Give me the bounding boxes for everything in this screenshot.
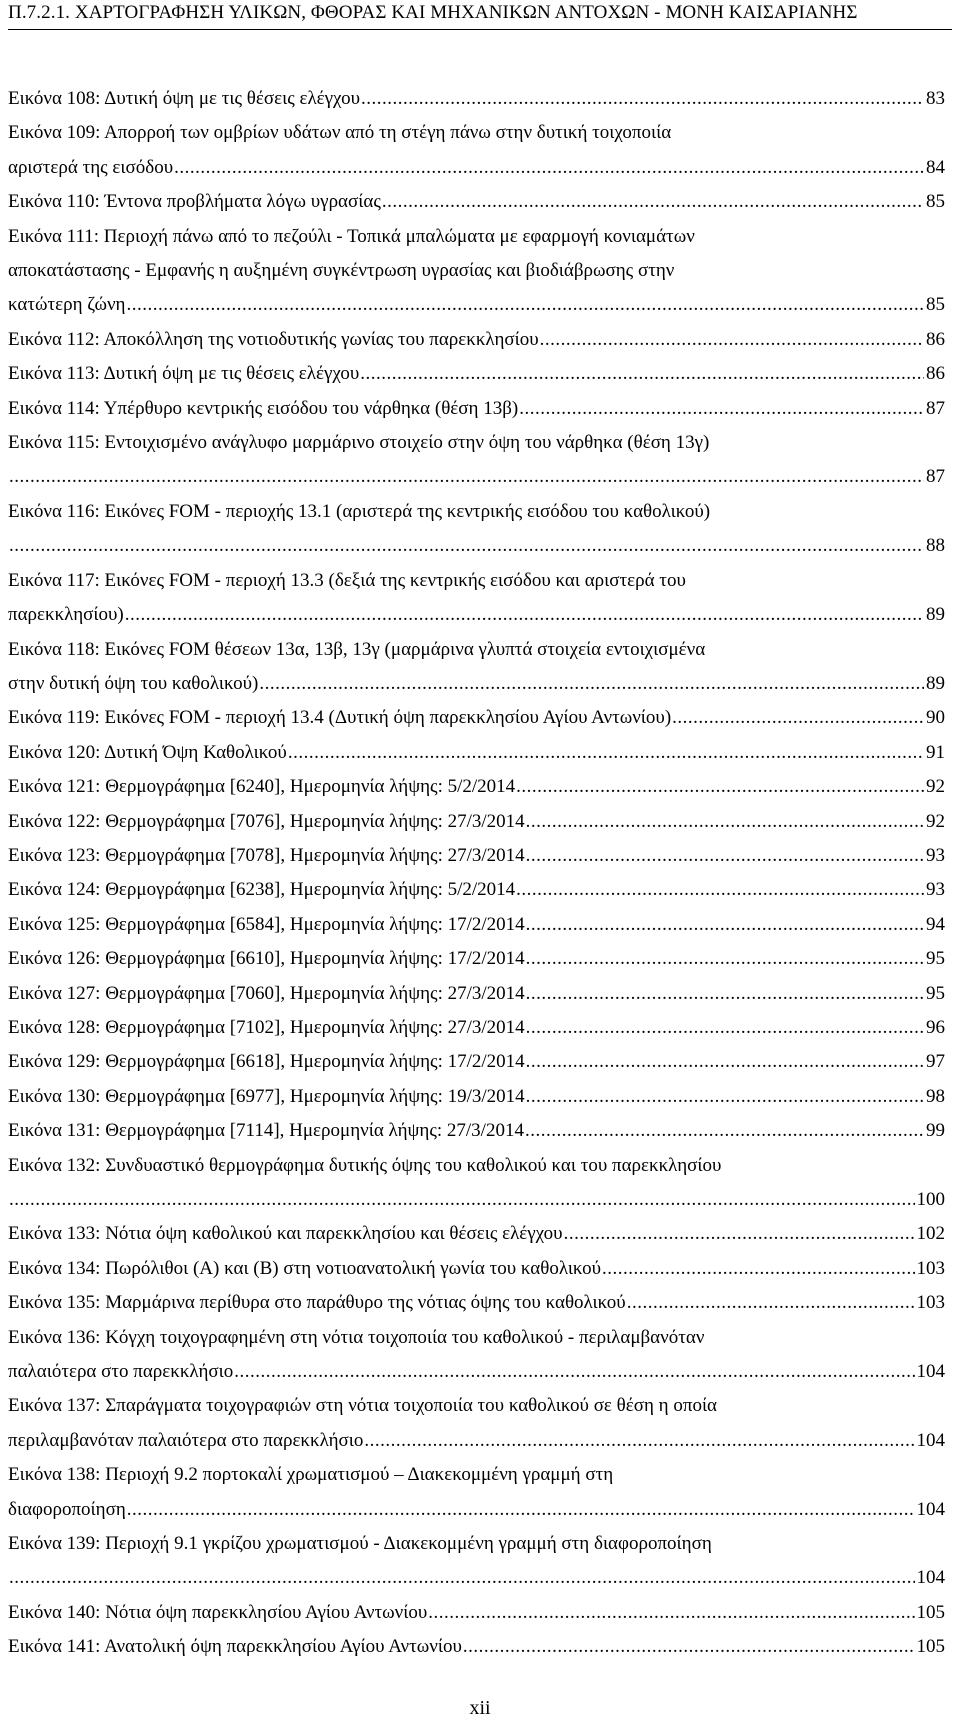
toc-entry[interactable] bbox=[8, 323, 945, 357]
toc-entry[interactable] bbox=[8, 977, 945, 1011]
toc-page-number: 83 bbox=[926, 88, 945, 109]
toc-entry-label: Εικόνα 112: Αποκόλληση της νοτιοδυτικής γωνίας του παρεκκλησίου bbox=[8, 328, 539, 350]
toc-entry-row bbox=[8, 1561, 945, 1595]
toc-entry-label: διαφοροποίηση bbox=[8, 1498, 126, 1520]
toc-entry-label: Εικόνα 133: Νότια όψη καθολικού και παρεκκλησίου και θέσεις ελέγχου bbox=[8, 1223, 563, 1245]
toc-entry[interactable] bbox=[8, 1458, 945, 1527]
toc-entry-line: Εικόνα 118: Εικόνες FOM θέσεων 13α, 13β, 13γ (μαρμάρινα γλυπτά στοιχεία εντοιχισμένα bbox=[8, 638, 706, 660]
toc-entry-row bbox=[8, 1114, 945, 1148]
toc-entry-row bbox=[8, 1217, 945, 1251]
toc-page-number: 104 bbox=[916, 1498, 945, 1520]
dot-leader bbox=[627, 1286, 915, 1320]
toc-entry-row bbox=[8, 1630, 945, 1664]
dot-leader bbox=[174, 151, 924, 185]
toc-entry[interactable] bbox=[8, 1149, 945, 1218]
toc-page-number: 95 bbox=[926, 948, 945, 970]
toc-entry-row bbox=[8, 873, 945, 907]
toc-page-number: 89 bbox=[926, 604, 945, 626]
dot-leader bbox=[9, 529, 924, 563]
toc-entry-row bbox=[8, 1286, 945, 1320]
toc-entry[interactable] bbox=[8, 701, 945, 735]
toc-entry-label: Εικόνα 121: Θερμογράφημα [6240], Ημερομηνία λήψης: 5/2/2014 bbox=[8, 776, 516, 798]
toc-page-number: 85 bbox=[926, 294, 945, 316]
dot-leader bbox=[9, 460, 924, 494]
dot-leader bbox=[564, 1217, 915, 1251]
toc-entry-label: παλαιότερα στο παρεκκλήσιο bbox=[8, 1361, 234, 1383]
dot-leader bbox=[526, 942, 924, 976]
dot-leader bbox=[525, 1114, 924, 1148]
toc-entry-label: Εικόνα 129: Θερμογράφημα [6618], Ημερομηνία λήψης: 17/2/2014 bbox=[8, 1051, 525, 1073]
dot-leader bbox=[361, 82, 924, 116]
toc-entry[interactable] bbox=[8, 839, 945, 873]
toc-entry-label: Εικόνα 135: Μαρμάρινα περίθυρα στο παράθυρο της νότιας όψης του καθολικού bbox=[8, 1292, 626, 1314]
toc-entry[interactable] bbox=[8, 1630, 945, 1664]
toc-entry-line: Εικόνα 117: Εικόνες FOM - περιοχή 13.3 (δεξιά της κεντρικής εισόδου και αριστερά του bbox=[8, 569, 686, 591]
toc-entry[interactable] bbox=[8, 1011, 945, 1045]
dot-leader bbox=[526, 805, 924, 839]
toc-page-number: 95 bbox=[926, 982, 945, 1004]
toc-entry-row bbox=[8, 323, 945, 357]
toc-entry-label: Εικόνα 126: Θερμογράφημα [6610], Ημερομηνία λήψης: 17/2/2014 bbox=[8, 948, 525, 970]
toc-entry-row bbox=[8, 288, 945, 322]
toc-entry-line: Εικόνα 136: Κόγχη τοιχογραφημένη στη νότια τοιχοποιία του καθολικού - περιλαμβανόταν bbox=[8, 1326, 705, 1348]
dot-leader bbox=[526, 977, 924, 1011]
toc-page-number: 87 bbox=[926, 397, 945, 419]
toc-entry[interactable] bbox=[8, 1389, 945, 1458]
toc-entry-label: περιλαμβανόταν παλαιότερα στο παρεκκλήσιο bbox=[8, 1429, 364, 1451]
toc-entry-row bbox=[8, 1424, 945, 1458]
toc-entry-label: αριστερά της εισόδου bbox=[8, 156, 174, 178]
toc-page-number: 92 bbox=[926, 810, 945, 832]
dot-leader bbox=[540, 323, 924, 357]
toc-entry-row bbox=[8, 151, 945, 185]
toc-entry-label: κατώτερη ζώνη bbox=[8, 294, 126, 316]
toc-entry[interactable] bbox=[8, 82, 945, 116]
toc-entry-row bbox=[8, 1045, 945, 1079]
toc-page-number: 96 bbox=[926, 1016, 945, 1038]
toc-entry-label: παρεκκλησίου) bbox=[8, 604, 124, 626]
toc-entry[interactable] bbox=[8, 1527, 945, 1596]
toc-page-number: 87 bbox=[926, 466, 945, 488]
toc-page-number: 104 bbox=[916, 1429, 945, 1451]
toc-page-number: 99 bbox=[926, 1120, 945, 1142]
toc-entry-label: Εικόνα 125: Θερμογράφημα [6584], Ημερομηνία λήψης: 17/2/2014 bbox=[8, 913, 525, 935]
toc-entry-row bbox=[8, 667, 945, 701]
toc-entry[interactable] bbox=[8, 220, 945, 323]
toc-entry-line: Εικόνα 139: Περιοχή 9.1 γκρίζου χρωματισμού - Διακεκομμένη γραμμή στη διαφοροποίηση bbox=[8, 1533, 712, 1555]
toc-entry[interactable] bbox=[8, 1321, 945, 1390]
toc-entry[interactable] bbox=[8, 1114, 945, 1148]
toc-entry-label: Εικόνα 123: Θερμογράφημα [7078], Ημερομηνία λήψης: 27/3/2014 bbox=[8, 844, 525, 866]
dot-leader bbox=[234, 1355, 914, 1389]
toc-entry-row bbox=[8, 185, 945, 219]
dot-leader bbox=[516, 873, 924, 907]
toc-entry-label: Εικόνα 110: Έντονα προβλήματα λόγω υγρασίας bbox=[8, 191, 381, 213]
dot-leader bbox=[672, 701, 924, 735]
toc-page-number: 97 bbox=[926, 1051, 945, 1073]
toc-page-number: 84 bbox=[926, 156, 945, 178]
toc-page-number: 105 bbox=[916, 1601, 945, 1623]
dot-leader bbox=[526, 1080, 924, 1114]
dot-leader bbox=[125, 598, 924, 632]
page-number: xii bbox=[469, 1697, 491, 1719]
toc-page-number: 85 bbox=[926, 191, 945, 213]
toc-entry-row bbox=[8, 1355, 945, 1389]
toc-page-number: 91 bbox=[926, 741, 945, 763]
toc-page-number: 104 bbox=[916, 1361, 945, 1383]
toc-entry-row bbox=[8, 1183, 945, 1217]
dot-leader bbox=[463, 1630, 915, 1664]
dot-leader bbox=[516, 770, 924, 804]
toc-entry-label: Εικόνα 114: Υπέρθυρο κεντρικής εισόδου του νάρθηκα (θέση 13β) bbox=[8, 397, 519, 419]
toc-entry-line: Εικόνα 116: Εικόνες FOM - περιοχής 13.1 (αριστερά της κεντρικής εισόδου του καθολικού) bbox=[8, 500, 711, 522]
toc-page-number: 94 bbox=[926, 913, 945, 935]
toc-entry[interactable] bbox=[8, 908, 945, 942]
toc-page-number: 88 bbox=[926, 535, 945, 557]
toc-page-number: 90 bbox=[926, 707, 945, 729]
toc-entry-row bbox=[8, 1493, 945, 1527]
toc-entry-label: Εικόνα 131: Θερμογράφημα [7114], Ημερομηνία λήψης: 27/3/2014 bbox=[8, 1120, 524, 1142]
toc-entry[interactable] bbox=[8, 1045, 945, 1079]
dot-leader bbox=[288, 736, 924, 770]
toc-entry[interactable] bbox=[8, 770, 945, 804]
running-header: Π.7.2.1. ΧΑΡΤΟΓΡΑΦΗΣΗ ΥΛΙΚΩΝ, ΦΘΟΡΑΣ ΚΑΙ ΜΗΧΑΝΙΚΩΝ ΑΝΤΟΧΩΝ - ΜΟΝΗ ΚΑΙΣΑΡΙΑΝΗΣ bbox=[8, 2, 858, 23]
toc-page-number: 86 bbox=[926, 328, 945, 350]
dot-leader bbox=[526, 839, 924, 873]
toc-entry-row bbox=[8, 770, 945, 804]
toc-page-number: 98 bbox=[926, 1085, 945, 1107]
toc-page-number: 104 bbox=[916, 1567, 945, 1589]
toc-entry[interactable] bbox=[8, 1286, 945, 1320]
dot-leader bbox=[364, 1424, 914, 1458]
toc-entry[interactable] bbox=[8, 1596, 945, 1630]
dot-leader bbox=[602, 1252, 915, 1286]
toc-entry[interactable] bbox=[8, 357, 945, 391]
toc-page-number: 105 bbox=[916, 1636, 945, 1658]
toc-page-number: 89 bbox=[926, 672, 945, 694]
toc-entry-line: Εικόνα 132: Συνδυαστικό θερμογράφημα δυτικής όψης του καθολικού και του παρεκκλησίου bbox=[8, 1154, 722, 1176]
toc-entry-label: Εικόνα 134: Πωρόλιθοι (Α) και (Β) στη νοτιοανατολική γωνία του καθολικού bbox=[8, 1257, 601, 1279]
dot-leader bbox=[382, 185, 924, 219]
toc-entry-row bbox=[8, 357, 945, 391]
toc-entry-row bbox=[8, 736, 945, 770]
toc-entry-row bbox=[8, 1080, 945, 1114]
dot-leader bbox=[127, 288, 925, 322]
toc-entry[interactable] bbox=[8, 1217, 945, 1251]
toc-entry-row bbox=[8, 1252, 945, 1286]
dot-leader bbox=[519, 392, 924, 426]
toc-entry-row bbox=[8, 82, 945, 116]
toc-entry-row bbox=[8, 839, 945, 873]
toc-entry[interactable] bbox=[8, 185, 945, 219]
toc-entry-label: Εικόνα 130: Θερμογράφημα [6977], Ημερομηνία λήψης: 19/3/2014 bbox=[8, 1085, 525, 1107]
toc-entry-label: Εικόνα 140: Νότια όψη παρεκκλησίου Αγίου Αντωνίου bbox=[8, 1601, 428, 1623]
toc-entry-row bbox=[8, 598, 945, 632]
toc-entry-row bbox=[8, 977, 945, 1011]
toc-entry-label: Εικόνα 122: Θερμογράφημα [7076], Ημερομηνία λήψης: 27/3/2014 bbox=[8, 810, 525, 832]
toc-entry-label: Εικόνα 119: Εικόνες FOM - περιοχή 13.4 (Δυτική όψη παρεκκλησίου Αγίου Αντωνίου) bbox=[8, 707, 672, 729]
toc-entry-row bbox=[8, 460, 945, 494]
toc-entry[interactable] bbox=[8, 736, 945, 770]
dot-leader bbox=[526, 1045, 924, 1079]
toc-page-number: 100 bbox=[916, 1189, 945, 1210]
toc-entry-line: Εικόνα 109: Απορροή των ομβρίων υδάτων από τη στέγη πάνω στην δυτική τοιχοποιία bbox=[8, 122, 672, 144]
toc-entry-label: Εικόνα 124: Θερμογράφημα [6238], Ημερομηνία λήψης: 5/2/2014 bbox=[8, 879, 516, 901]
header-rule bbox=[8, 29, 952, 30]
list-of-figures bbox=[8, 82, 945, 1665]
toc-entry-row bbox=[8, 908, 945, 942]
toc-entry-row bbox=[8, 1596, 945, 1630]
toc-entry-label: Εικόνα 113: Δυτική όψη με τις θέσεις ελέγχου bbox=[8, 363, 360, 385]
toc-entry-label: στην δυτική όψη του καθολικού) bbox=[8, 672, 259, 694]
toc-entry[interactable] bbox=[8, 805, 945, 839]
toc-entry-label: Εικόνα 108: Δυτική όψη με τις θέσεις ελέγχου bbox=[8, 88, 360, 109]
toc-entry-row bbox=[8, 392, 945, 426]
toc-entry-row bbox=[8, 942, 945, 976]
dot-leader bbox=[360, 357, 924, 391]
toc-page-number: 93 bbox=[926, 879, 945, 901]
toc-entry-line: αποκατάστασης - Εμφανής η αυξημένη συγκέντρωση υγρασίας και βιοδιάβρωσης στην bbox=[8, 260, 675, 282]
toc-entry[interactable] bbox=[8, 392, 945, 426]
toc-entry-row bbox=[8, 529, 945, 563]
toc-entry-line: Εικόνα 115: Εντοιχισμένο ανάγλυφο μαρμάρινο στοιχείο στην όψη του νάρθηκα (θέση 13γ) bbox=[8, 432, 710, 454]
toc-entry[interactable] bbox=[8, 1080, 945, 1114]
toc-entry[interactable] bbox=[8, 564, 945, 633]
toc-entry-row bbox=[8, 805, 945, 839]
toc-entry[interactable] bbox=[8, 116, 945, 185]
toc-entry[interactable] bbox=[8, 495, 945, 564]
toc-entry-label: Εικόνα 127: Θερμογράφημα [7060], Ημερομηνία λήψης: 27/3/2014 bbox=[8, 982, 525, 1004]
toc-page-number: 92 bbox=[926, 776, 945, 798]
toc-entry-line: Εικόνα 137: Σπαράγματα τοιχογραφιών στη νότια τοιχοποιία του καθολικού σε θέση η οποία bbox=[8, 1395, 718, 1417]
dot-leader bbox=[9, 1561, 915, 1595]
dot-leader bbox=[526, 1011, 924, 1045]
toc-entry-row bbox=[8, 1011, 945, 1045]
toc-entry[interactable] bbox=[8, 1252, 945, 1286]
toc-page-number: 102 bbox=[916, 1223, 945, 1245]
dot-leader bbox=[526, 908, 924, 942]
toc-entry-label: Εικόνα 141: Ανατολική όψη παρεκκλησίου Αγίου Αντωνίου bbox=[8, 1636, 462, 1658]
toc-entry[interactable] bbox=[8, 873, 945, 907]
toc-entry-row bbox=[8, 701, 945, 735]
toc-entry[interactable] bbox=[8, 633, 945, 702]
toc-entry-line: Εικόνα 138: Περιοχή 9.2 πορτοκαλί χρωματισμού – Διακεκομμένη γραμμή στη bbox=[8, 1464, 614, 1486]
toc-entry[interactable] bbox=[8, 942, 945, 976]
dot-leader bbox=[428, 1596, 914, 1630]
toc-page-number: 103 bbox=[916, 1292, 945, 1314]
toc-entry-label: Εικόνα 120: Δυτική Όψη Καθολικού bbox=[8, 741, 287, 763]
toc-page-number: 86 bbox=[926, 363, 945, 385]
dot-leader bbox=[127, 1493, 915, 1527]
dot-leader bbox=[259, 667, 924, 701]
toc-page-number: 103 bbox=[916, 1257, 945, 1279]
toc-page-number: 93 bbox=[926, 844, 945, 866]
toc-entry[interactable] bbox=[8, 426, 945, 495]
toc-entry-line: Εικόνα 111: Περιοχή πάνω από το πεζούλι - Τοπικά μπαλώματα με εφαρμογή κονιαμάτων bbox=[8, 225, 695, 247]
dot-leader bbox=[9, 1183, 915, 1217]
toc-entry-label: Εικόνα 128: Θερμογράφημα [7102], Ημερομηνία λήψης: 27/3/2014 bbox=[8, 1016, 525, 1038]
